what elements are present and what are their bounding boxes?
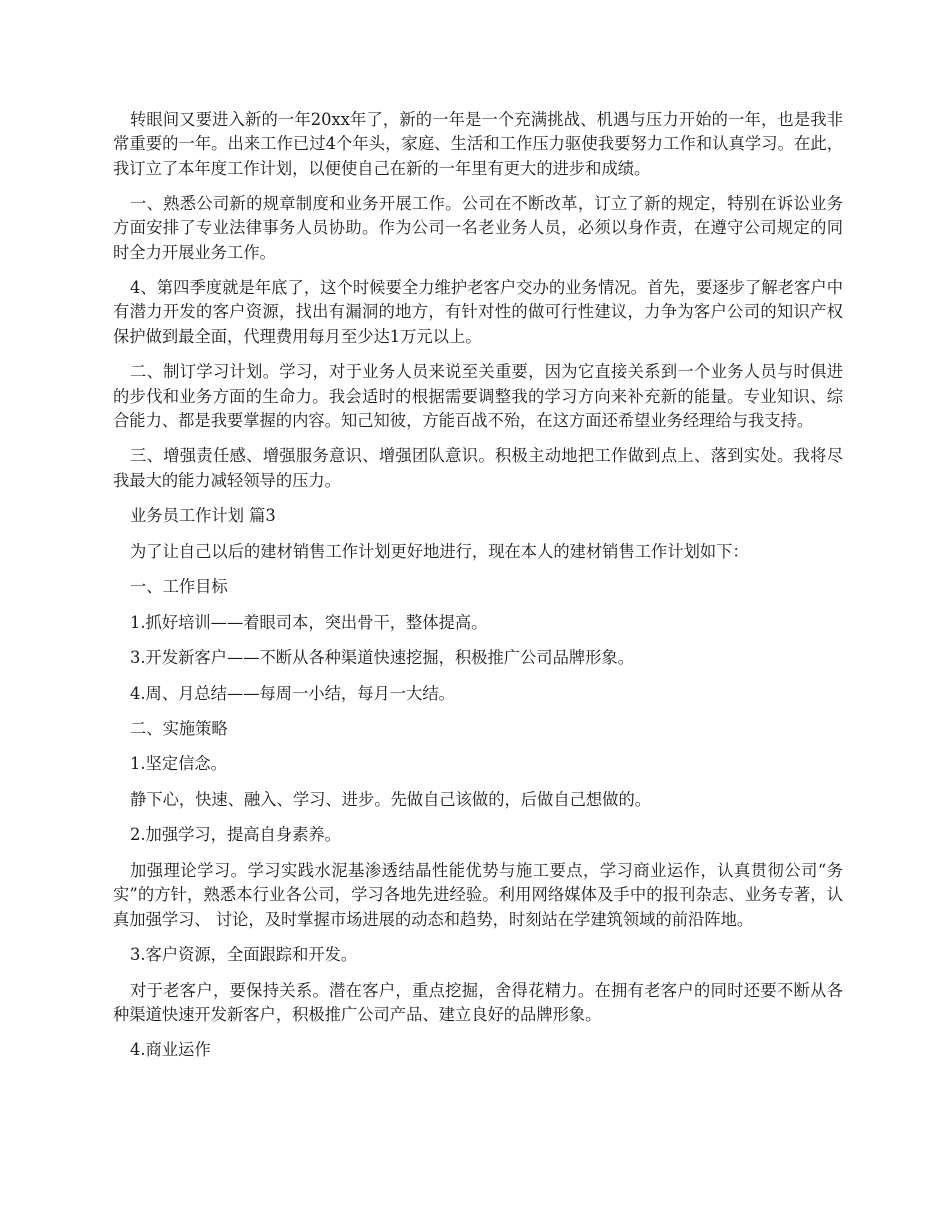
- goal-item-3: 3.开发新客户——不断从各种渠道快速挖掘，积极推广公司品牌形象。: [130, 648, 634, 668]
- section-1-paragraph: 一、熟悉公司新的规章制度和业务开展工作。公司在不断改革，订立了新的规定，特别在诉讼业务方面安排了专业法律事务人员协助。作为公司一名老业务人员，必须以身作责，在遵守公司规定的同时全力开展业务工作。: [113, 194, 843, 262]
- strategy-item-3-detail: 对于老客户，要保持关系。潜在客户，重点挖掘，舍得花精力。在拥有老客户的同时还要不断从各种渠道快速开发新客户，积极推广公司产品、建立良好的品牌形象。: [113, 980, 843, 1024]
- strategy-item-1-detail: 静下心，快速、融入、学习、进步。先做自己该做的，后做自己想做的。: [130, 789, 652, 809]
- strategy-item-2-detail: 加强理论学习。学习实践水泥基渗透结晶性能优势与施工要点，学习商业运作，认真贯彻公司“务实”的方针，熟悉本行业各公司，学习各地先进经验。利用网络媒体及手中的报刊杂志、业务专著，认真加强学习、 讨论，及时掌握市场进展的动态和趋势，时刻站在学建筑领域的前沿阵地。: [113, 860, 843, 929]
- goal-item-4: 4.周、月总结——每周一小结，每月一大结。: [130, 683, 455, 703]
- article-heading: 业务员工作计划 篇3: [130, 506, 276, 526]
- document-page: [113, 108, 843, 1074]
- strategy-item-3: 3.客户资源，全面跟踪和开发。: [130, 945, 358, 965]
- strategy-item-2: 2.加强学习，提高自身素养。: [130, 825, 341, 845]
- goal-item-1: 1.抓好培训——着眼司本，突出骨干，整体提高。: [130, 612, 488, 632]
- goals-heading: 一、工作目标: [130, 577, 228, 597]
- strategy-item-1: 1.坚定信念。: [130, 754, 227, 774]
- plan-intro-paragraph: 为了让自己以后的建材销售工作计划更好地进行，现在本人的建材销售工作计划如下：: [130, 541, 749, 561]
- section-2-paragraph: 二、制订学习计划。学习，对于业务人员来说至关重要，因为它直接关系到一个业务人员与时俱进的步伐和业务方面的生命力。我会适时的根据需要调整我的学习方向来补充新的能量。专业知识、综合能力、都是我要掌握的内容。知己知彼，方能百战不殆，在这方面还希望业务经理给与我支持。: [113, 362, 843, 430]
- strategy-item-4: 4.商业运作: [130, 1040, 211, 1060]
- q4-paragraph: 4、第四季度就是年底了，这个时候要全力维护老客户交办的业务情况。首先，要逐步了解老客户中有潜力开发的客户资源，找出有漏洞的地方，有针对性的做可行性建议，力争为客户公司的知识产权保护做到最全面，代理费用每月至少达1万元以上。: [113, 278, 843, 346]
- strategy-heading: 二、实施策略: [130, 719, 228, 738]
- section-3-paragraph: 三、增强责任感、增强服务意识、增强团队意识。积极主动地把工作做到点上、落到实处。我将尽我最大的能力减轻领导的压力。: [113, 446, 843, 490]
- intro-paragraph: 转眼间又要进入新的一年20xx年了，新的一年是一个充满挑战、机遇与压力开始的一年，也是我非常重要的一年。出来工作已过4个年头，家庭、生活和工作压力驱使我要努力工作和认真学习。在此，我订立了本年度工作计划，以便使自己在新的一年里有更大的进步和成绩。: [113, 110, 843, 178]
